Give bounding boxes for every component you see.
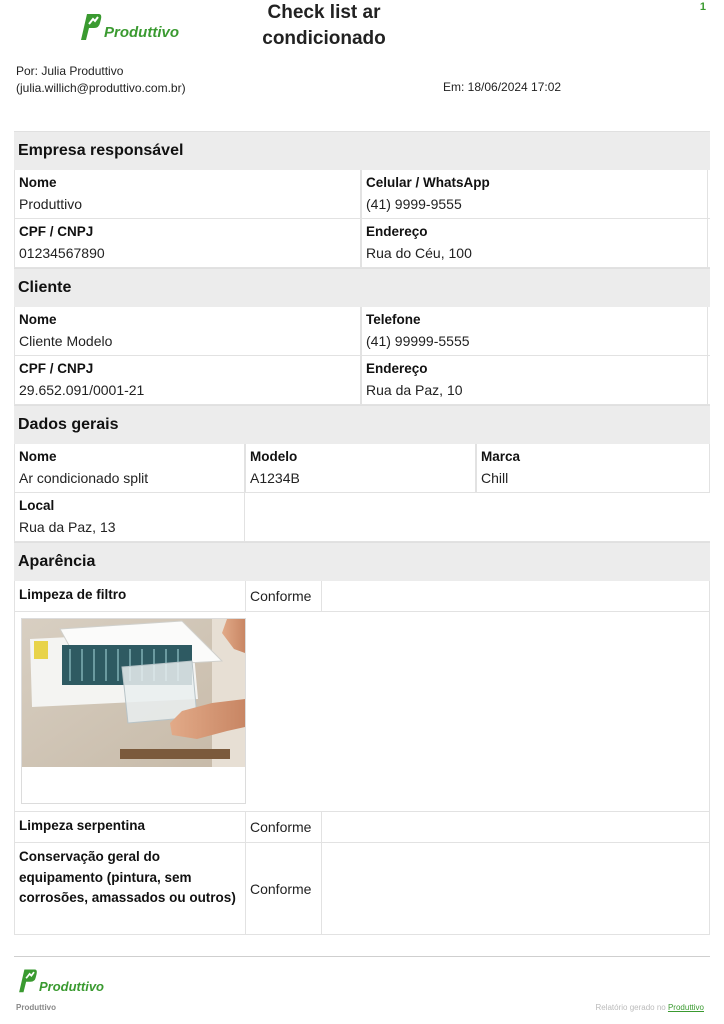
checklist-item bbox=[14, 812, 710, 843]
checklist-answer: Conforme bbox=[246, 812, 322, 842]
table-row bbox=[14, 307, 710, 356]
report-body bbox=[14, 131, 710, 935]
checklist-photo-row bbox=[14, 612, 710, 812]
field-empresa-cpf bbox=[14, 219, 361, 267]
author-name: Por: Julia Produttivo bbox=[16, 64, 124, 78]
field-value: Ar condicionado split bbox=[19, 470, 149, 486]
empty-cell bbox=[322, 581, 710, 611]
table-row bbox=[14, 356, 710, 405]
field-value: Rua da Paz, 13 bbox=[19, 519, 116, 535]
logo-wordmark: Produttivo bbox=[104, 24, 179, 41]
checklist-question: Conservação geral do equipamento (pintura, sem corrosões, amassados ou outros) bbox=[14, 843, 246, 934]
field-label: Telefone bbox=[366, 312, 421, 327]
checklist-question: Limpeza serpentina bbox=[14, 812, 246, 842]
report-date: Em: 18/06/2024 17:02 bbox=[443, 80, 562, 94]
ac-filter-cleaning-photo bbox=[22, 619, 245, 767]
section-title-dados: Dados gerais bbox=[14, 405, 710, 444]
field-cliente-nome bbox=[14, 307, 361, 355]
field-label: Celular / WhatsApp bbox=[366, 175, 490, 190]
empty-cell bbox=[322, 843, 710, 934]
field-value: (41) 9999-9555 bbox=[366, 196, 462, 212]
produttivo-logo-icon bbox=[16, 966, 38, 994]
photo-frame[interactable] bbox=[21, 618, 246, 804]
field-label: Local bbox=[19, 498, 55, 513]
checklist-question: Limpeza de filtro bbox=[14, 581, 246, 611]
table-row bbox=[14, 219, 710, 268]
author-info bbox=[16, 63, 186, 97]
field-label: Modelo bbox=[250, 449, 298, 464]
field-empresa-celular bbox=[361, 170, 708, 218]
field-label: Nome bbox=[19, 312, 57, 327]
field-label: Marca bbox=[481, 449, 521, 464]
section-title-cliente: Cliente bbox=[14, 268, 710, 307]
field-empresa-endereco bbox=[361, 219, 708, 267]
field-cliente-telefone bbox=[361, 307, 708, 355]
field-value: Rua da Paz, 10 bbox=[366, 382, 463, 398]
logo-wordmark: Produttivo bbox=[39, 979, 104, 994]
produttivo-link[interactable]: Produttivo bbox=[667, 1003, 704, 1012]
table-row bbox=[14, 444, 710, 493]
checklist-answer: Conforme bbox=[246, 843, 322, 934]
generated-prefix: Relatório gerado no bbox=[595, 1003, 666, 1012]
field-label: CPF / CNPJ bbox=[19, 361, 94, 376]
field-value: A1234B bbox=[250, 470, 300, 486]
produttivo-logo bbox=[78, 10, 179, 42]
produttivo-logo-icon bbox=[78, 10, 102, 42]
page-number: 1 bbox=[699, 1, 706, 13]
table-row bbox=[14, 493, 710, 542]
field-dados-nome bbox=[14, 444, 245, 492]
field-value: Rua do Céu, 100 bbox=[366, 245, 472, 261]
field-value: 29.652.091/0001-21 bbox=[19, 382, 145, 398]
field-dados-marca bbox=[476, 444, 710, 492]
footer-produttivo-logo bbox=[16, 966, 104, 994]
footer-generated-note bbox=[595, 1003, 704, 1012]
checklist-item bbox=[14, 843, 710, 935]
field-value: Produttivo bbox=[19, 196, 83, 212]
field-cliente-endereco bbox=[361, 356, 708, 404]
field-value: (41) 99999-5555 bbox=[366, 333, 470, 349]
field-label: Endereço bbox=[366, 224, 428, 239]
empty-cell bbox=[322, 812, 710, 842]
empty-cell bbox=[245, 493, 710, 541]
field-dados-modelo bbox=[245, 444, 476, 492]
field-label: Endereço bbox=[366, 361, 428, 376]
section-title-empresa: Empresa responsável bbox=[14, 131, 710, 170]
field-dados-local bbox=[14, 493, 245, 541]
section-title-aparencia: Aparência bbox=[14, 542, 710, 581]
checklist-item bbox=[14, 581, 710, 612]
document-title: Check list ar condicionado bbox=[262, 2, 386, 49]
footer-divider bbox=[14, 956, 710, 957]
field-label: CPF / CNPJ bbox=[19, 224, 94, 239]
field-cliente-cpf bbox=[14, 356, 361, 404]
field-label: Nome bbox=[19, 175, 57, 190]
author-email: (julia.willich@produttivo.com.br) bbox=[16, 81, 186, 95]
table-row bbox=[14, 170, 710, 219]
checklist-answer: Conforme bbox=[246, 581, 322, 611]
field-value: Chill bbox=[481, 470, 509, 486]
field-label: Nome bbox=[19, 449, 57, 464]
footer-company-name: Produttivo bbox=[16, 1003, 56, 1012]
field-value: Cliente Modelo bbox=[19, 333, 113, 349]
field-value: 01234567890 bbox=[19, 245, 105, 261]
field-empresa-nome bbox=[14, 170, 361, 218]
